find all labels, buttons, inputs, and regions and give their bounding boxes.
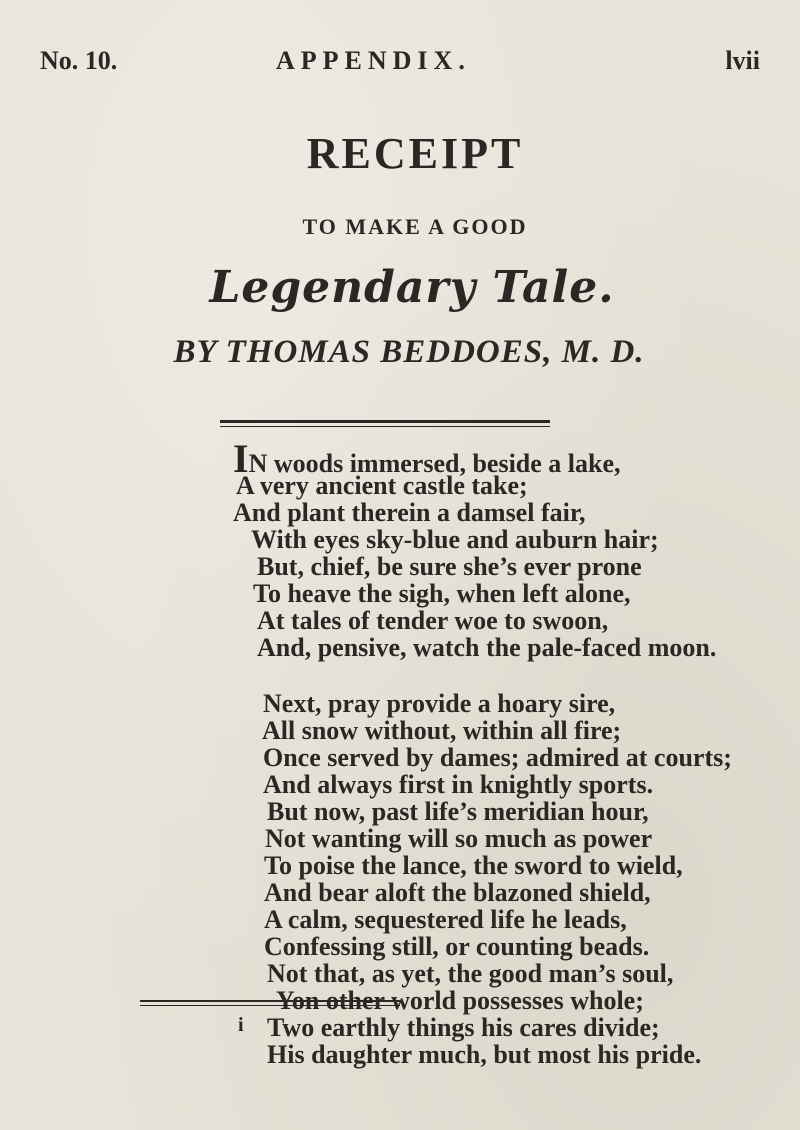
poem-line: Not wanting will so much as power <box>265 824 653 853</box>
author-line: BY THOMAS BEDDOES, M. D. <box>173 334 645 370</box>
poem-line: Next, pray provide a hoary sire, <box>263 689 616 718</box>
poem-line: A calm, sequestered life he leads, <box>264 905 627 934</box>
poem-line: Once served by dames; admired at courts; <box>263 743 732 772</box>
poem-line: To poise the lance, the sword to wield, <box>264 851 683 880</box>
title-receipt: RECEIPT <box>306 129 524 178</box>
poem-line: His daughter much, but most his pride. <box>267 1040 702 1069</box>
poem-line: Confessing still, or counting beads. <box>264 932 650 961</box>
bottom-rule <box>140 1000 400 1002</box>
poem-line: And always first in knightly sports. <box>263 770 654 799</box>
poem-line: And, pensive, watch the pale-faced moon. <box>257 633 717 662</box>
poem-line: At tales of tender woe to swoon, <box>257 606 609 635</box>
poem-line: Not that, as yet, the good man’s soul, <box>267 959 674 988</box>
drop-cap: I <box>233 436 249 481</box>
poem-line: And plant therein a damsel fair, <box>233 498 586 527</box>
poem-line: To heave the sigh, when left alone, <box>253 579 631 608</box>
signature-mark: i <box>238 1014 244 1036</box>
page-number: lvii <box>725 46 760 75</box>
running-header <box>40 36 760 76</box>
poem-line: But now, past life’s meridian hour, <box>267 797 649 826</box>
running-title: APPENDIX. <box>276 46 471 75</box>
poem-line-text: N woods immersed, beside a lake, <box>248 449 621 478</box>
poem-line: A very ancient castle take; <box>236 471 528 500</box>
title-legendary-tale: Legendary Tale. <box>209 262 615 313</box>
title-rule <box>220 420 550 423</box>
poem-line: And bear aloft the blazoned shield, <box>264 878 651 907</box>
poem-line: Yon other world possesses whole; <box>276 986 644 1015</box>
poem-line: With eyes sky-blue and auburn hair; <box>251 525 659 554</box>
poem-line: Two earthly things his cares divide; <box>267 1013 660 1042</box>
article-number: No. 10. <box>40 46 118 75</box>
poem-line: All snow without, within all fire; <box>262 716 622 745</box>
poem-line: But, chief, be sure she’s ever prone <box>257 552 642 581</box>
title-subline: TO MAKE A GOOD <box>302 214 528 239</box>
